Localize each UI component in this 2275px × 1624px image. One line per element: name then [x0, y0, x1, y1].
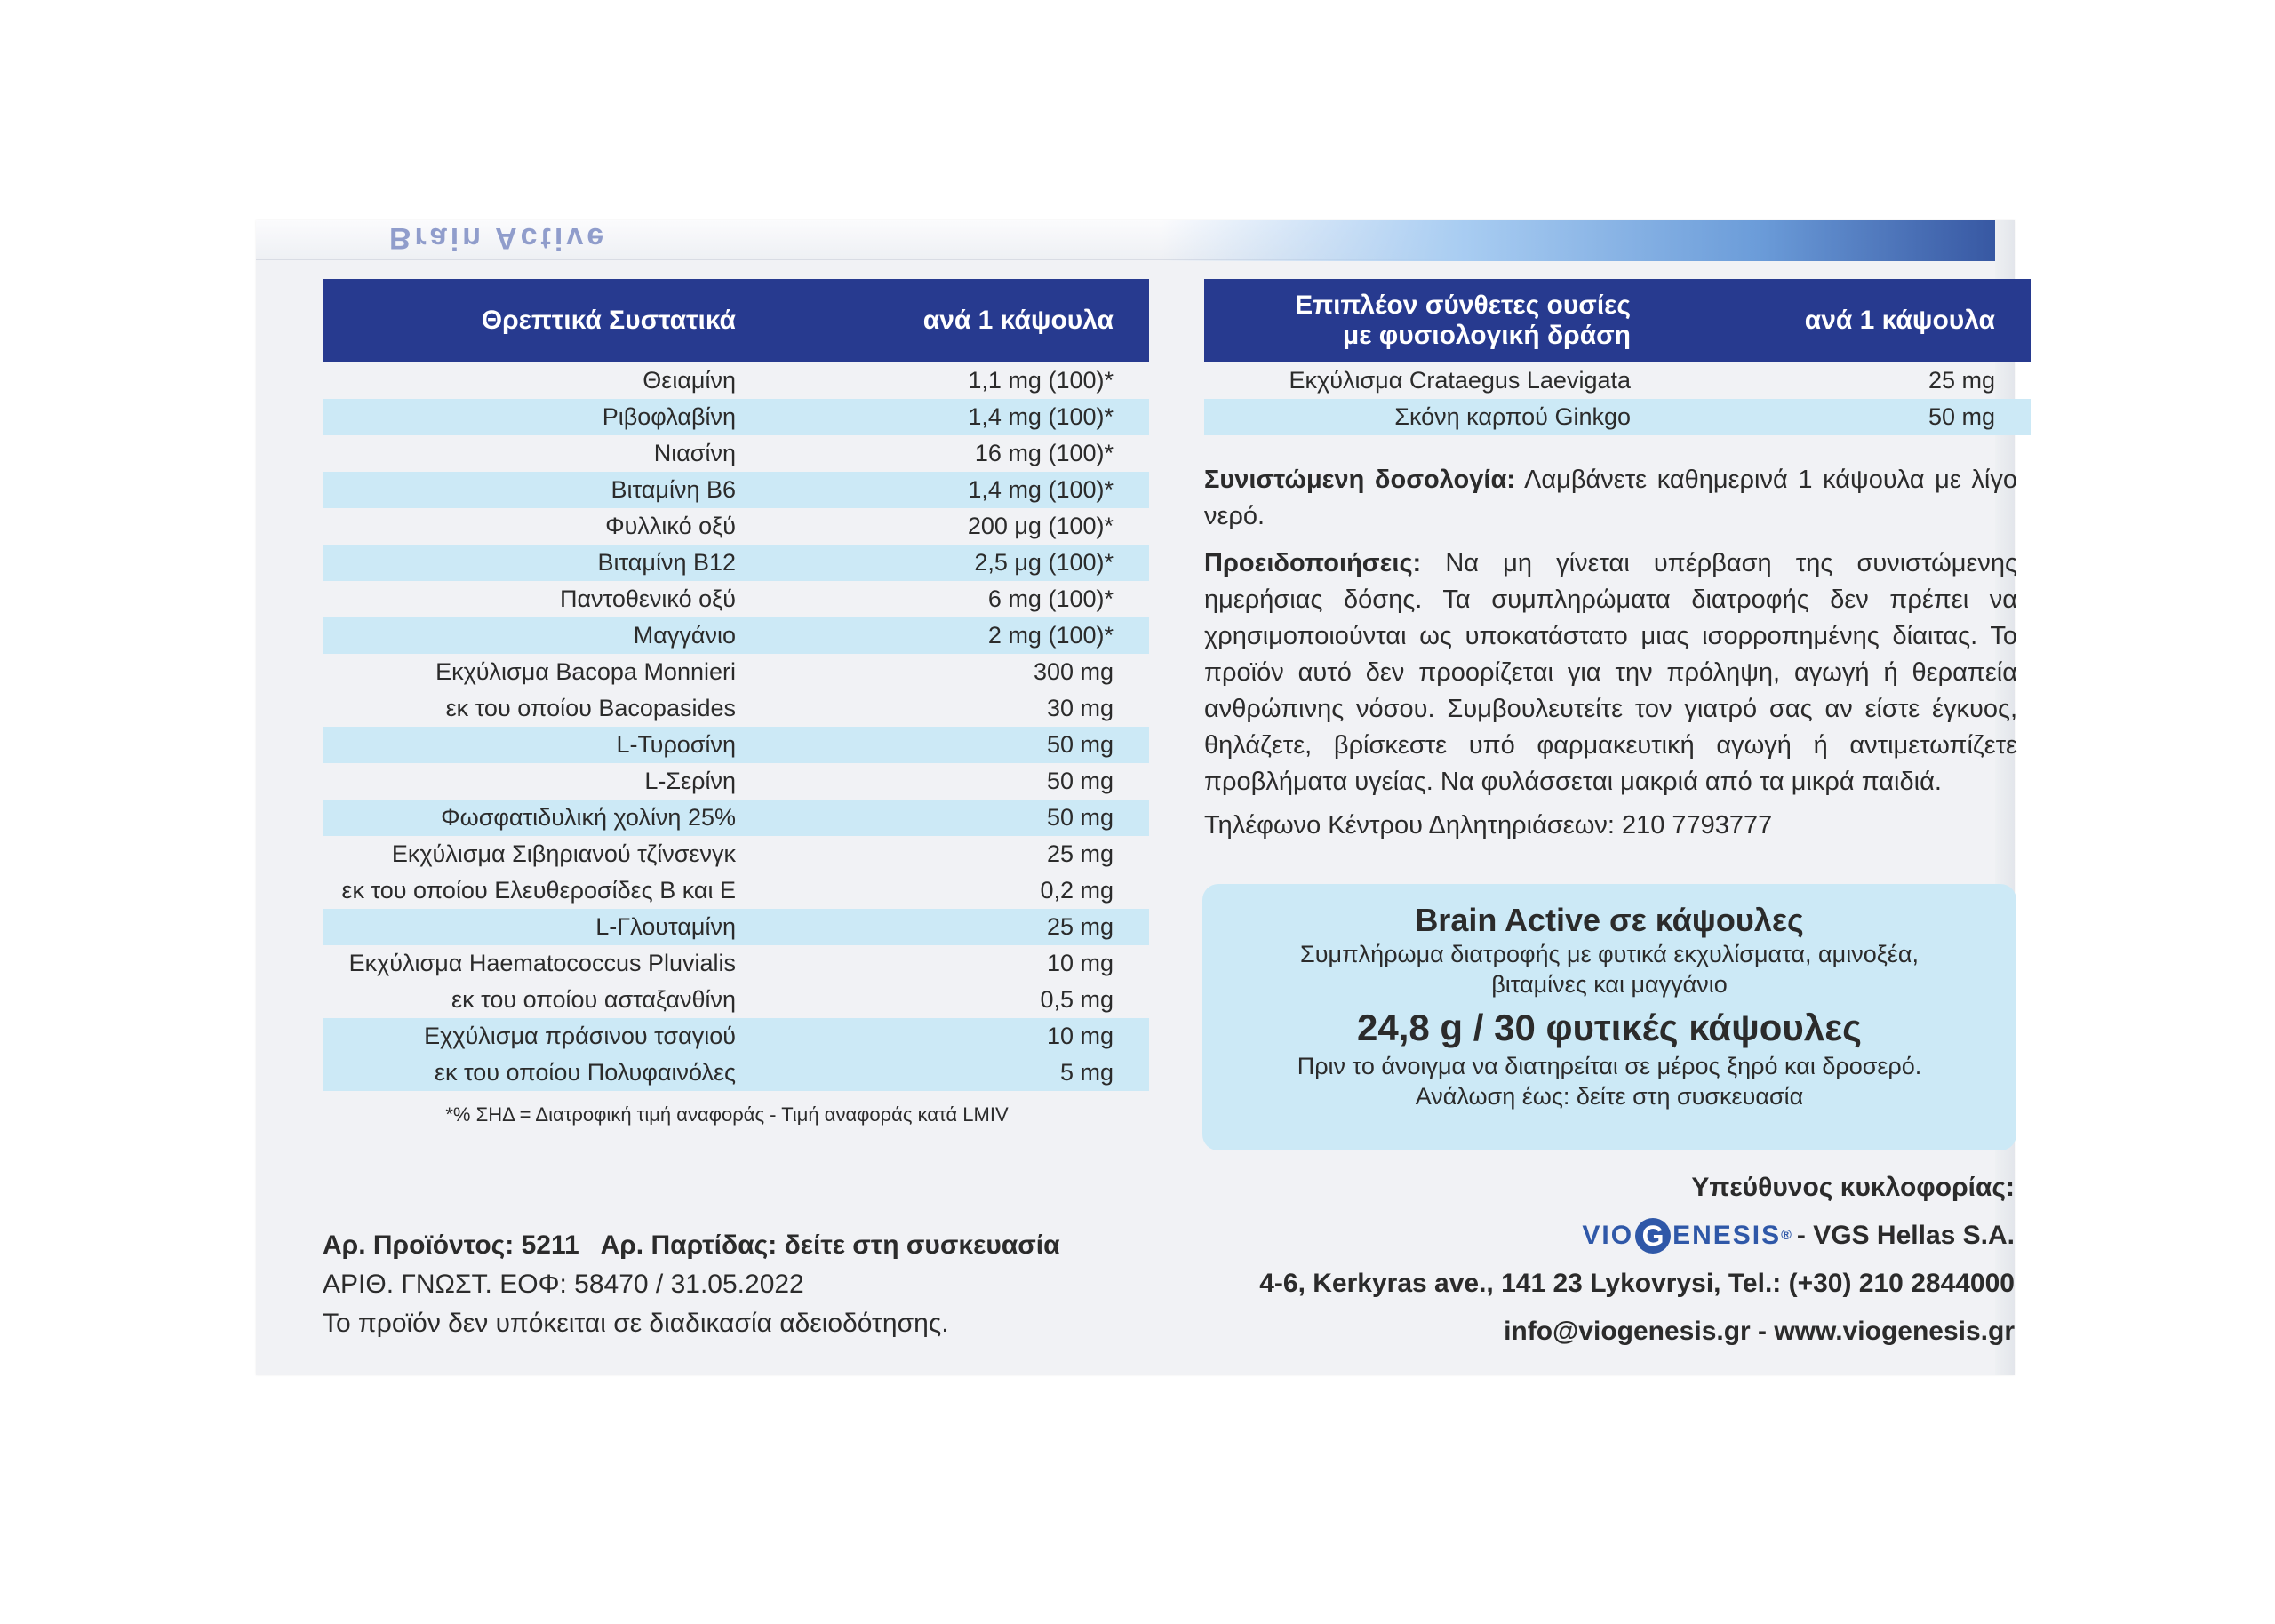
- nutrient-name: εκ του οποίου ασταξανθίνη: [451, 986, 736, 1013]
- nutrition-table: [323, 279, 1149, 1126]
- nutrient-value: 50 mg: [1046, 804, 1114, 831]
- table-row: [323, 763, 1149, 800]
- nutrient-name: L-Τυροσίνη: [616, 731, 736, 758]
- nutrient-value: 50 mg: [1046, 768, 1114, 794]
- nutrient-value: 1,4 mg (100)*: [968, 403, 1114, 430]
- table-row: [323, 836, 1149, 872]
- product-codes: [323, 1226, 1060, 1343]
- nutrition-table-header: [323, 279, 1149, 362]
- nutrient-name: Εχχύλισμα πράσινου τσαγιού: [424, 1023, 736, 1049]
- header-extra-line2: με φυσιολογική δράση: [1342, 321, 1631, 350]
- substance-name: Εκχύλισμα Crataegus Laevigata: [1289, 367, 1631, 394]
- table-row: [323, 399, 1149, 435]
- company-name: - VGS Hellas S.A.: [1796, 1221, 2015, 1250]
- nutrition-rows: [323, 362, 1149, 1091]
- nutrient-value: 25 mg: [1046, 913, 1114, 940]
- nutrient-name: Φωσφατιδυλική χολίνη 25%: [441, 804, 736, 831]
- flap-mirrored-brand: Brain Active: [389, 221, 608, 255]
- dosage-text: Λαμβάνετε καθημερινά 1 κάψουλα με λίγο νερό.: [1204, 466, 2017, 530]
- nutrient-name: Νιασίνη: [653, 440, 736, 466]
- nutrient-name: εκ του οποίου Ελευθεροσίδες Β και Ε: [341, 877, 736, 904]
- product-title: Brain Active σε κάψουλες: [1415, 902, 1804, 938]
- table-row: [323, 545, 1149, 581]
- warnings-paragraph: [1204, 545, 2017, 800]
- nutrient-value: 16 mg (100)*: [974, 440, 1114, 466]
- table-row: [1204, 362, 2031, 399]
- product-desc-line1: Συμπλήρωμα διατροφής με φυτικά εκχυλίσματα, αμινοξέα,: [1300, 941, 1919, 967]
- substance-value: 25 mg: [1928, 367, 1995, 394]
- nutrient-name: Βιταμίνη Β12: [597, 549, 736, 576]
- nutrient-value: 30 mg: [1046, 695, 1114, 721]
- viogenesis-logo: [1582, 1212, 1797, 1260]
- responsible-label: Υπεύθυνος κυκλοφορίας:: [1691, 1173, 2015, 1202]
- nutrient-name: Θειαμίνη: [643, 367, 736, 394]
- nutrient-name: εκ του οποίου Πολυφαινόλες: [434, 1059, 736, 1086]
- nutrient-value: 50 mg: [1046, 731, 1114, 758]
- nutrient-name: εκ του οποίου Bacopasides: [445, 695, 736, 721]
- table-row: [323, 617, 1149, 654]
- nutrition-footnote: *% ΣΗΔ = Διατροφική τιμή αναφοράς - Τιμή αναφοράς κατά LMIV: [445, 1103, 1009, 1126]
- nutrient-value: 0,2 mg: [1040, 877, 1114, 904]
- nutrient-name: Εκχύλισμα Bacopa Monnieri: [435, 658, 736, 685]
- nutrient-value: 25 mg: [1046, 840, 1114, 867]
- product-desc-line2: βιταμίνες και μαγγάνιο: [1491, 971, 1728, 998]
- registered-mark: ®: [1781, 1228, 1792, 1243]
- nutrient-name: Παντοθενικό οξύ: [559, 585, 736, 612]
- table-row: [323, 1055, 1149, 1091]
- substance-value: 50 mg: [1928, 403, 1995, 430]
- nutrient-value: 0,5 mg: [1040, 986, 1114, 1013]
- table-row: [323, 945, 1149, 982]
- nutrient-name: Φυλλικό οξύ: [605, 513, 736, 539]
- nutrient-value: 1,4 mg (100)*: [968, 476, 1114, 503]
- logo-enesis: ENESIS: [1672, 1221, 1782, 1250]
- eof-notification-number: ΑΡΙΘ. ΓΝΩΣΤ. ΕΟΦ: 58470 / 31.05.2022: [323, 1270, 804, 1299]
- nutrient-value: 2 mg (100)*: [987, 622, 1114, 649]
- nutrient-name: Εκχύλισμα Haematococcus Pluvialis: [348, 950, 736, 976]
- header-per-capsule: ανά 1 κάψουλα: [922, 306, 1114, 335]
- dosage-label: Συνιστώμενη δοσολογία:: [1204, 466, 1515, 494]
- company-web: info@viogenesis.gr - www.viogenesis.gr: [1504, 1317, 2015, 1346]
- extra-substances-rows: [1204, 362, 2031, 435]
- nutrient-value: 10 mg: [1046, 1023, 1114, 1049]
- table-row: [323, 654, 1149, 690]
- logo-vio: VIO: [1582, 1221, 1634, 1250]
- extra-substances-header: [1204, 279, 2031, 362]
- nutrient-value: 1,1 mg (100)*: [968, 367, 1114, 394]
- header-extra-line1: Επιπλέον σύνθετες ουσίες: [1295, 291, 1631, 320]
- table-row: [323, 727, 1149, 763]
- product-info-box: [1202, 884, 2016, 1150]
- header-nutrients: Θρεπτικά Συστατικά: [481, 306, 736, 335]
- table-row: [323, 909, 1149, 945]
- nutrient-name: Βιταμίνη Β6: [611, 476, 736, 503]
- table-row: [323, 800, 1149, 836]
- nutrient-value: 5 mg: [1059, 1059, 1114, 1086]
- right-column: [1204, 279, 2031, 844]
- table-row: [323, 1018, 1149, 1055]
- flap-blue-gradient: [1161, 220, 2015, 261]
- licensing-note: Το προϊόν δεν υπόκειται σε διαδικασία αδειοδότησης.: [323, 1309, 949, 1338]
- header-extra-per-capsule: ανά 1 κάψουλα: [1804, 306, 1995, 335]
- header-extra-substances: [1204, 291, 1648, 351]
- nutrient-name: L-Γλουταμίνη: [595, 913, 736, 940]
- nutrient-value: 10 mg: [1046, 950, 1114, 976]
- table-row: [323, 690, 1149, 727]
- nutrient-value: 2,5 μg (100)*: [974, 549, 1114, 576]
- nutrient-name: Μαγγάνιο: [633, 622, 736, 649]
- logo-g-circle: G: [1635, 1218, 1671, 1254]
- storage-note: Πριν το άνοιγμα να διατηρείται σε μέρος ξηρό και δροσερό.: [1297, 1053, 1922, 1079]
- distributor-info: [1259, 1164, 2015, 1356]
- nutrient-name: L-Σερίνη: [644, 768, 736, 794]
- table-row: [323, 435, 1149, 472]
- nutrient-name: Ριβοφλαβίνη: [602, 403, 736, 430]
- nutrient-value: 6 mg (100)*: [987, 585, 1114, 612]
- table-row: [323, 982, 1149, 1018]
- nutrient-value: 300 mg: [1033, 658, 1114, 685]
- warnings-label: Προειδοποιήσεις:: [1204, 549, 1422, 577]
- table-row: [323, 472, 1149, 508]
- product-batch-numbers: Αρ. Προϊόντος: 5211 Αρ. Παρτίδας: δείτε στη συσκευασία: [323, 1230, 1060, 1260]
- company-line: [1259, 1212, 2015, 1260]
- table-row: [323, 581, 1149, 617]
- product-quantity: 24,8 g / 30 φυτικές κάψουλες: [1357, 1007, 1862, 1048]
- nutrient-name: Εκχύλισμα Σιβηριανού τζίνσενγκ: [391, 840, 736, 867]
- box-top-flap: [256, 220, 2015, 260]
- company-address: 4-6, Kerkyras ave., 141 23 Lykovrysi, Tel.: (+30) 210 2844000: [1259, 1269, 2015, 1298]
- substance-name: Σκόνη καρπού Ginkgo: [1394, 403, 1631, 430]
- warnings-text: Να μη γίνεται υπέρβαση της συνιστώμενης ημερήσιας δόσης. Τα συμπληρώματα διατροφής δεν πρέπει να χρησιμοποιούνται ως υποκατάστατο μιας ισορροπημένης δίαιτας. Το προϊόν αυτό δεν προορίζεται για την πρόληψη, αγωγή ή θεραπεία ανθρώπινης νόσου. Συμβουλευτείτε τον γιατρό σας αν είστε έγκυος, θηλάζετε, βρίσκεστε υπό φαρμακευτική αγωγή ή αντιμετωπίζετε προβλήματα υγείας. Να φυλάσσεται μακριά από τα μικρά παιδιά.: [1204, 549, 2017, 796]
- expiry-note: Ανάλωση έως: δείτε στη συσκευασία: [1415, 1083, 1804, 1110]
- table-row: [1204, 399, 2031, 435]
- table-row: [323, 362, 1149, 399]
- nutrient-value: 200 μg (100)*: [967, 513, 1114, 539]
- table-row: [323, 872, 1149, 909]
- table-row: [323, 508, 1149, 545]
- poison-center: Τηλέφωνο Κέντρου Δηλητηριάσεων: 210 7793777: [1204, 811, 1773, 840]
- dosage-paragraph: [1204, 462, 2017, 535]
